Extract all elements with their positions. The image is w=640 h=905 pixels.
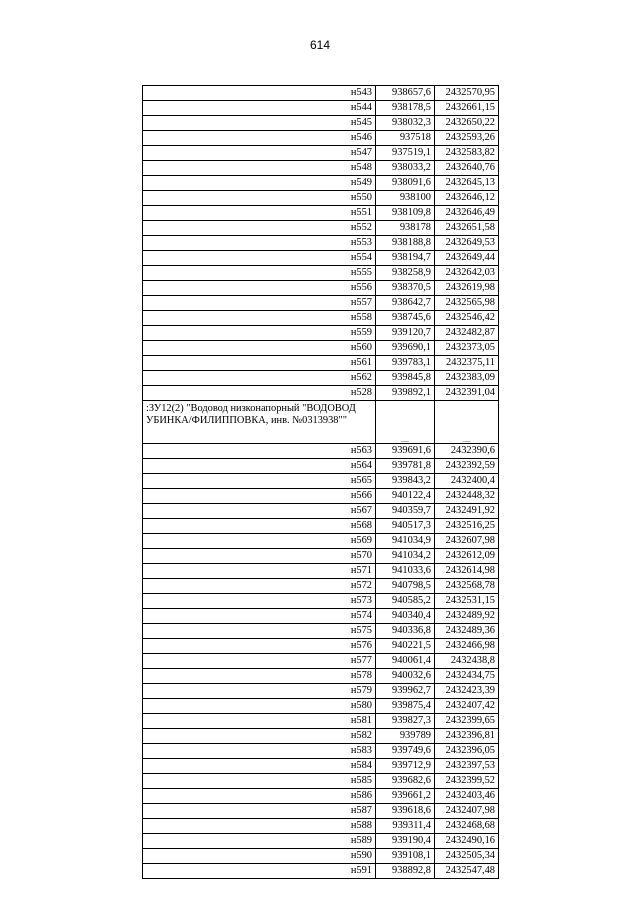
point-label: н567: [143, 504, 376, 519]
x-coordinate: 939661,2: [376, 789, 435, 804]
point-label: н575: [143, 624, 376, 639]
point-label: н528: [143, 386, 376, 401]
table-row: [143, 594, 499, 609]
y-coordinate: 2432650,22: [435, 116, 499, 131]
point-label: н586: [143, 789, 376, 804]
table-row: [143, 699, 499, 714]
x-coordinate: 939962,7: [376, 684, 435, 699]
point-label: н582: [143, 729, 376, 744]
x-coordinate: 940336,8: [376, 624, 435, 639]
x-coordinate: 940340,4: [376, 609, 435, 624]
table-row: [143, 774, 499, 789]
x-coordinate: 941034,2: [376, 549, 435, 564]
point-label: н583: [143, 744, 376, 759]
x-coordinate: 939712,9: [376, 759, 435, 774]
x-coordinate: 939789: [376, 729, 435, 744]
y-coordinate: 2432640,76: [435, 161, 499, 176]
y-coordinate: 2432570,95: [435, 86, 499, 101]
y-coordinate: 2432482,87: [435, 326, 499, 341]
point-label: н547: [143, 146, 376, 161]
point-label: н561: [143, 356, 376, 371]
x-coordinate: 940798,5: [376, 579, 435, 594]
y-coordinate: 2432434,75: [435, 669, 499, 684]
x-coordinate: 938642,7: [376, 296, 435, 311]
y-coordinate: 2432438,8: [435, 654, 499, 669]
point-label: н588: [143, 819, 376, 834]
y-coordinate: 2432661,15: [435, 101, 499, 116]
y-coordinate: 2432531,15: [435, 594, 499, 609]
point-label: н573: [143, 594, 376, 609]
point-label: н581: [143, 714, 376, 729]
x-coordinate: 938178: [376, 221, 435, 236]
y-coordinate: 2432516,25: [435, 519, 499, 534]
y-coordinate: 2432568,78: [435, 579, 499, 594]
point-label: н570: [143, 549, 376, 564]
point-label: н579: [143, 684, 376, 699]
y-coordinate: 2432642,03: [435, 266, 499, 281]
y-coordinate: 2432546,42: [435, 311, 499, 326]
y-coordinate: 2432565,98: [435, 296, 499, 311]
point-label: н560: [143, 341, 376, 356]
point-label: н551: [143, 206, 376, 221]
x-coordinate: 940517,3: [376, 519, 435, 534]
coordinates-table: [142, 85, 499, 879]
point-label: н572: [143, 579, 376, 594]
x-coordinate: 940061,4: [376, 654, 435, 669]
section-title: :ЗУ12(2) "Водовод низконапорный "ВОДОВОД УБИНКА/ФИЛИППОВКА, инв. №0313938"": [143, 401, 376, 444]
y-coordinate: 2432423,39: [435, 684, 499, 699]
point-label: н590: [143, 849, 376, 864]
point-label: н578: [143, 669, 376, 684]
point-label: н562: [143, 371, 376, 386]
y-coordinate: 2432399,52: [435, 774, 499, 789]
table-row: [143, 356, 499, 371]
x-coordinate: 939783,1: [376, 356, 435, 371]
table-row: [143, 654, 499, 669]
table-row: [143, 131, 499, 146]
point-label: н585: [143, 774, 376, 789]
point-label: н565: [143, 474, 376, 489]
point-label: н557: [143, 296, 376, 311]
point-label: н544: [143, 101, 376, 116]
y-coordinate: 2432489,36: [435, 624, 499, 639]
table-row: [143, 489, 499, 504]
table-row: [143, 759, 499, 774]
table-row: [143, 639, 499, 654]
x-coordinate: 938188,8: [376, 236, 435, 251]
x-coordinate: 939190,4: [376, 834, 435, 849]
x-coordinate: 938178,5: [376, 101, 435, 116]
x-coordinate: 939781,8: [376, 459, 435, 474]
x-coordinate: 938033,2: [376, 161, 435, 176]
x-coordinate: 938194,7: [376, 251, 435, 266]
table-row: [143, 251, 499, 266]
x-coordinate: 938109,8: [376, 206, 435, 221]
point-label: н576: [143, 639, 376, 654]
table-row: [143, 386, 499, 401]
y-coordinate: 2432396,81: [435, 729, 499, 744]
x-coordinate: 939690,1: [376, 341, 435, 356]
y-coordinate: 2432392,59: [435, 459, 499, 474]
x-coordinate: 939618,6: [376, 804, 435, 819]
x-coordinate: 939311,4: [376, 819, 435, 834]
table-row: [143, 624, 499, 639]
table-row: [143, 146, 499, 161]
y-coordinate: 2432448,32: [435, 489, 499, 504]
x-coordinate: 939892,1: [376, 386, 435, 401]
table-row: [143, 834, 499, 849]
y-coordinate: 2432391,04: [435, 386, 499, 401]
y-coordinate: 2432468,68: [435, 819, 499, 834]
x-coordinate: 939845,8: [376, 371, 435, 386]
y-coordinate: 2432396,05: [435, 744, 499, 759]
table-row: [143, 191, 499, 206]
table-row: [143, 804, 499, 819]
y-coordinate: 2432614,98: [435, 564, 499, 579]
y-coordinate: 2432390,6: [435, 444, 499, 459]
y-coordinate: 2432583,82: [435, 146, 499, 161]
x-coordinate: 940221,5: [376, 639, 435, 654]
y-coordinate: 2432466,98: [435, 639, 499, 654]
point-label: н559: [143, 326, 376, 341]
x-coordinate: 939843,2: [376, 474, 435, 489]
section-header-row: [143, 401, 499, 444]
point-label: н553: [143, 236, 376, 251]
x-coordinate: 939108,1: [376, 849, 435, 864]
table-row: [143, 819, 499, 834]
x-coordinate: 939120,7: [376, 326, 435, 341]
point-label: н558: [143, 311, 376, 326]
table-row: [143, 609, 499, 624]
point-label: н584: [143, 759, 376, 774]
table-row: [143, 789, 499, 804]
y-coordinate: 2432407,98: [435, 804, 499, 819]
y-coordinate: 2432646,49: [435, 206, 499, 221]
point-label: н580: [143, 699, 376, 714]
point-label: н574: [143, 609, 376, 624]
y-coordinate: 2432645,13: [435, 176, 499, 191]
table-row: [143, 564, 499, 579]
y-coordinate: 2432593,26: [435, 131, 499, 146]
point-label: н554: [143, 251, 376, 266]
x-coordinate: 938100: [376, 191, 435, 206]
x-coordinate: 940359,7: [376, 504, 435, 519]
table-row: [143, 86, 499, 101]
point-label: н587: [143, 804, 376, 819]
table-row: [143, 371, 499, 386]
y-coordinate: 2432403,46: [435, 789, 499, 804]
y-coordinate: 2432400,4: [435, 474, 499, 489]
table-row: [143, 849, 499, 864]
table-row: [143, 326, 499, 341]
y-coordinate: 2432649,44: [435, 251, 499, 266]
table-row: [143, 296, 499, 311]
y-coordinate: 2432612,09: [435, 549, 499, 564]
x-coordinate: 937519,1: [376, 146, 435, 161]
y-coordinate: 2432397,53: [435, 759, 499, 774]
table-row: [143, 341, 499, 356]
y-coordinate: 2432399,65: [435, 714, 499, 729]
x-coordinate: 938370,5: [376, 281, 435, 296]
point-label: н546: [143, 131, 376, 146]
table-row: [143, 459, 499, 474]
y-coordinate: 2432490,16: [435, 834, 499, 849]
x-coordinate: 938745,6: [376, 311, 435, 326]
table-row: [143, 281, 499, 296]
y-coordinate: 2432649,53: [435, 236, 499, 251]
y-coordinate: 2432547,48: [435, 864, 499, 879]
table-row: [143, 474, 499, 489]
point-label: н545: [143, 116, 376, 131]
y-coordinate: 2432373,05: [435, 341, 499, 356]
x-coordinate: 940585,2: [376, 594, 435, 609]
x-coordinate: 939682,6: [376, 774, 435, 789]
x-coordinate: 941034,9: [376, 534, 435, 549]
y-coordinate: 2432383,09: [435, 371, 499, 386]
y-coordinate: 2432491,92: [435, 504, 499, 519]
point-label: н571: [143, 564, 376, 579]
x-coordinate: 940122,4: [376, 489, 435, 504]
point-label: н556: [143, 281, 376, 296]
table-row: [143, 311, 499, 326]
x-coordinate: 937518: [376, 131, 435, 146]
x-coordinate: 938258,9: [376, 266, 435, 281]
point-label: н563: [143, 444, 376, 459]
point-label: н577: [143, 654, 376, 669]
y-coordinate: 2432619,98: [435, 281, 499, 296]
table-row: [143, 236, 499, 251]
y-coordinate: 2432505,34: [435, 849, 499, 864]
x-coordinate: 939827,3: [376, 714, 435, 729]
point-label: н549: [143, 176, 376, 191]
x-coordinate: 938892,8: [376, 864, 435, 879]
y-coordinate: 2432489,92: [435, 609, 499, 624]
table-row: [143, 116, 499, 131]
table-row: [143, 161, 499, 176]
table-row: [143, 714, 499, 729]
table-row: [143, 519, 499, 534]
x-coordinate: 938657,6: [376, 86, 435, 101]
point-label: н548: [143, 161, 376, 176]
table-row: [143, 206, 499, 221]
x-coordinate: 938091,6: [376, 176, 435, 191]
y-coordinate: 2432407,42: [435, 699, 499, 714]
y-coordinate: 2432646,12: [435, 191, 499, 206]
table-row: [143, 684, 499, 699]
table-row: [143, 864, 499, 879]
point-label: н566: [143, 489, 376, 504]
table-row: [143, 176, 499, 191]
table-row: [143, 221, 499, 236]
section-x-placeholder: __: [376, 401, 435, 444]
point-label: н589: [143, 834, 376, 849]
table-row: [143, 504, 499, 519]
point-label: н591: [143, 864, 376, 879]
point-label: н552: [143, 221, 376, 236]
x-coordinate: 938032,3: [376, 116, 435, 131]
point-label: н568: [143, 519, 376, 534]
point-label: н550: [143, 191, 376, 206]
table-row: [143, 266, 499, 281]
table-row: [143, 579, 499, 594]
table-row: [143, 729, 499, 744]
table-row: [143, 534, 499, 549]
table-row: [143, 549, 499, 564]
table-row: [143, 101, 499, 116]
y-coordinate: 2432651,58: [435, 221, 499, 236]
x-coordinate: 941033,6: [376, 564, 435, 579]
table-row: [143, 444, 499, 459]
page-number: 614: [309, 38, 331, 52]
x-coordinate: 939691,6: [376, 444, 435, 459]
y-coordinate: 2432607,98: [435, 534, 499, 549]
x-coordinate: 939749,6: [376, 744, 435, 759]
point-label: н569: [143, 534, 376, 549]
section-y-placeholder: __: [435, 401, 499, 444]
table-row: [143, 669, 499, 684]
point-label: н543: [143, 86, 376, 101]
table-row: [143, 744, 499, 759]
x-coordinate: 939875,4: [376, 699, 435, 714]
point-label: н564: [143, 459, 376, 474]
x-coordinate: 940032,6: [376, 669, 435, 684]
point-label: н555: [143, 266, 376, 281]
y-coordinate: 2432375,11: [435, 356, 499, 371]
